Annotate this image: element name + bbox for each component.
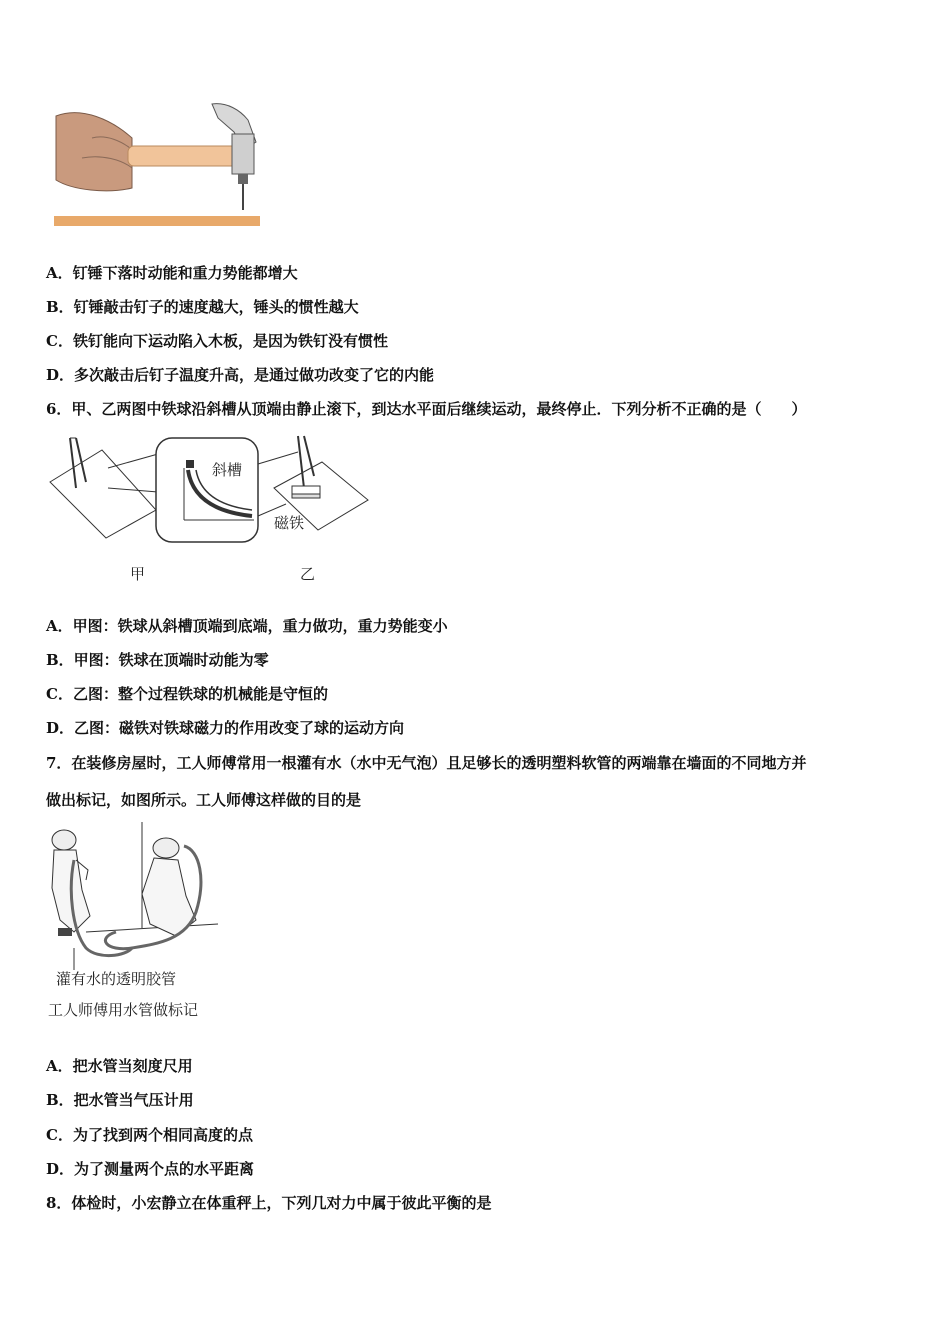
q7-option-d: D．为了测量两个点的水平距离 — [46, 1160, 255, 1178]
q8-stem: 8．体检时，小宏静立在体重秤上，下列几对力中属于彼此平衡的是 — [46, 1194, 492, 1212]
q5-option-a: A．钉锤下落时动能和重力势能都增大 — [46, 264, 298, 282]
q6-option-b: B．甲图：铁球在顶端时动能为零 — [46, 651, 269, 669]
label-jia: 甲 — [130, 565, 146, 583]
q6-option-c: C．乙图：整个过程铁球的机械能是守恒的 — [46, 685, 328, 703]
q6-stem: 6．甲、乙两图中铁球沿斜槽从顶端由静止滚下，到达水平面后继续运动，最终停止．下列分析不正确的是（ ） — [46, 400, 807, 418]
chute-figure — [46, 430, 376, 550]
q7-option-c: C．为了找到两个相同高度的点 — [46, 1126, 253, 1144]
q6-option-d: D．乙图：磁铁对铁球磁力的作用改变了球的运动方向 — [46, 719, 405, 737]
q7-stem-line2: 做出标记，如图所示。工人师傅这样做的目的是 — [46, 791, 362, 809]
label-yi: 乙 — [300, 565, 316, 583]
label-magnet: 磁铁 — [274, 514, 305, 532]
label-tube: 灌有水的透明胶管 — [56, 970, 177, 988]
q5-option-b: B．钉锤敲击钉子的速度越大，锤头的惯性越大 — [46, 298, 359, 316]
hammer-nail-figure — [52, 98, 264, 234]
q5-option-c: C．铁钉能向下运动陷入木板，是因为铁钉没有惯性 — [46, 332, 388, 350]
q5-option-d: D．多次敲击后钉子温度升高，是通过做功改变了它的内能 — [46, 366, 435, 384]
label-chute: 斜槽 — [212, 461, 243, 479]
figure-caption: 工人师傅用水管做标记 — [48, 1001, 199, 1019]
q7-option-a: A．把水管当刻度尺用 — [46, 1057, 193, 1075]
q7-stem-line1: 7．在装修房屋时，工人师傅常用一根灌有水（水中无气泡）且足够长的透明塑料软管的两端靠在墙面的不同地方并 — [46, 754, 807, 772]
q6-option-a: A．甲图：铁球从斜槽顶端到底端，重力做功，重力势能变小 — [46, 617, 448, 635]
q7-option-b: B．把水管当气压计用 — [46, 1091, 194, 1109]
workers-water-tube-figure — [46, 820, 222, 970]
